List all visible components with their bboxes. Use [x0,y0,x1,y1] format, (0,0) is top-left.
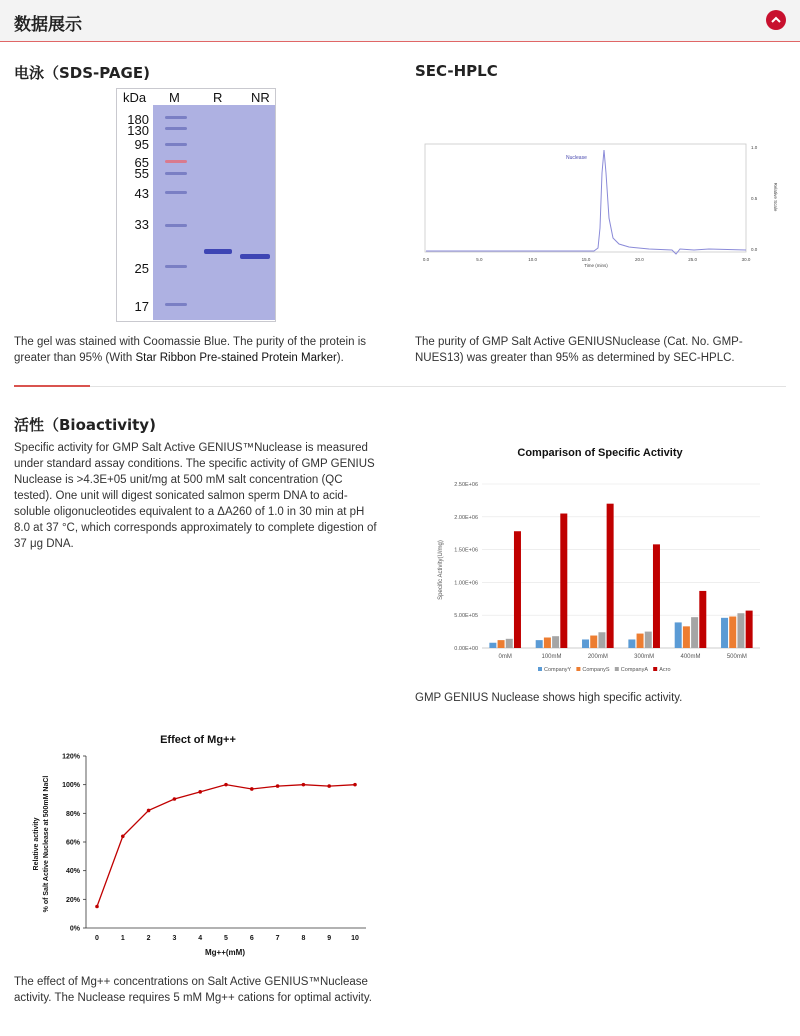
chart2-point [276,784,280,788]
chart2-y-tick: 100% [62,782,80,790]
marker-band [165,160,187,163]
marker-band [165,265,187,268]
bioactivity-title: 活性（Bioactivity) [14,416,156,434]
chart1-legend-swatch [615,667,619,671]
chart1-bar [498,640,505,648]
specific-activity-chart [420,440,780,680]
mg-effect-chart [20,726,380,962]
hplc-peak-label: Nuclease [566,155,587,161]
chart1-bar [628,639,635,648]
chart2-point [121,834,125,838]
chart2-point [173,797,177,801]
chart2-point [198,790,202,794]
marker-band [165,127,187,130]
chart1-bar [582,639,589,648]
chart1-x-tick: 100mM [541,654,562,660]
chart2-y-tick: 20% [65,896,80,904]
chart1-bar [544,638,551,648]
chart2-point [250,787,254,791]
chart2-y-tick: 120% [62,753,80,761]
gel-label-kda: kDa [123,90,147,105]
sds-gel-image [116,88,276,322]
mw-label: 33 [134,217,149,232]
chart1-bar [691,617,698,648]
chart1-y-tick: 0.00E+00 [454,646,478,652]
hplc-x-ticks [423,257,751,262]
chart1-bar [729,617,736,648]
chart2-line [97,785,355,907]
gel-label-reduced: R [213,90,223,105]
chart2-x-tick: 1 [120,935,125,942]
chart2-x-tick: 5 [224,935,228,942]
chart1-legend-swatch [538,667,542,671]
chart2-title: Effect of Mg++ [160,734,236,746]
chart1-legend-label: CompanyA [620,667,649,673]
chart1-legend-label: CompanyY [544,667,572,673]
sds-page-title: 电泳（SDS-PAGE) [14,64,150,82]
hplc-y-tick: 1.0 [751,145,758,150]
mw-label: 180 [127,112,149,127]
marker-band [165,191,187,194]
chart2-point [95,905,99,909]
divider-accent [14,385,90,387]
hplc-x-axis-label: Time (mins) [584,263,608,268]
hplc-x-tick: 30.0 [741,257,751,262]
bioactivity-description: Specific activity for GMP Salt Active GENIUS™Nuclease is measured under standard assay conditions. The specific activity of GMP GENIUS Nuclease is >4.3E+05 unit/mg at 500 mM salt concentration (QC tested). One unit will digest sonicated salmon sperm DNA to acid-soluble oligonucleotides equivalent to a ΔA260 of 1.0 in 30 min at pH 8.0 at 37 °C, which corresponds approximately to complete digestion of 37 μg DNA. [14,442,377,550]
chart1-legend-swatch [576,667,580,671]
chart2-point [302,783,306,787]
hplc-caption: The purity of GMP Salt Active GENIUSNuclease (Cat. No. GMP-NUES13) was greater than 95% as determined by SEC-HPLC. [415,336,743,364]
marker-band [165,116,187,119]
mw-label: 17 [134,299,149,314]
marker-band [165,303,187,306]
chart1-bar [746,611,753,648]
hplc-chromatogram [422,143,778,268]
hplc-x-tick: 15.0 [581,257,591,262]
section-header [0,0,800,42]
chart2-x-tick: 8 [301,935,306,942]
hplc-y-tick: 0.0 [751,247,758,252]
mw-label: 130 [127,123,149,138]
chart1-bar [598,632,605,648]
chart1-title: Comparison of Specific Activity [517,447,683,459]
chart2-point [224,783,228,787]
section-title: 数据展示 [14,15,82,35]
mw-label: 95 [134,137,149,152]
sec-hplc-title: SEC-HPLC [415,62,498,80]
chart2-x-tick: 10 [351,935,359,942]
mw-label: 43 [134,186,149,201]
chart2-x-tick: 9 [327,935,332,942]
chart1-legend-label: Acro [659,667,671,673]
chart1-bar [506,639,513,648]
chart2-point [147,809,151,813]
chart2-y-tick: 60% [65,839,80,847]
chart1-bar [637,634,644,648]
chart1-bar [737,613,744,648]
chart1-bar [653,544,660,648]
chart1-bar [675,622,682,648]
chart1-bar [607,504,614,648]
hplc-x-tick: 10.0 [528,257,538,262]
nonreduced-band [240,254,270,259]
chart1-y-tick: 5.00E+05 [454,613,478,620]
marker-band [165,224,187,227]
chart1-bar [489,643,496,648]
chart1-y-tick: 2.00E+06 [454,514,478,521]
mw-label: 25 [134,261,149,276]
chart2-x-tick: 4 [198,935,203,942]
chart1-legend-swatch [653,667,657,671]
marker-band [165,172,187,175]
chart2-x-tick: 7 [275,935,280,942]
chart2-x-tick: 3 [172,935,177,942]
collapse-button[interactable] [766,10,786,30]
gel-body [153,105,275,320]
chart1-x-tick: 500mM [726,654,747,660]
chart1-caption: GMP GENIUS Nuclease shows high specific activity. [415,692,683,704]
chevron-up-icon [770,15,782,25]
chart2-caption: The effect of Mg++ concentrations on Salt Active GENIUS™Nuclease activity. The Nuclease requires 5 mM Mg++ cations for optimal activity. [14,976,372,1004]
chart1-y-tick: 2.50E+06 [454,482,478,488]
hplc-y-axis-label: Relative Scale [773,182,778,212]
hplc-x-tick: 25.0 [688,257,698,262]
chart1-y-tick: 1.00E+06 [454,580,478,587]
chart1-bar [536,640,543,648]
chart1-bar [721,618,728,648]
chart2-point [353,783,357,787]
chart2-x-tick: 6 [249,935,254,942]
chart1-x-tick: 0mM [498,654,512,660]
chart2-x-tick: 2 [146,935,151,942]
reduced-band [204,249,232,254]
hplc-x-tick: 0.0 [422,257,430,262]
mw-label: 65 [134,155,149,170]
chart2-point [327,784,331,788]
section-divider [14,386,786,387]
gel-label-nonreduced: NR [251,90,270,105]
chart1-y-axis-label: Specific Activity(U/mg) [438,540,444,600]
chart1-bar [514,531,521,648]
marker-band [165,143,187,146]
chart2-y-axis-label-sub: % of Salt Active Nuclease at 500mM NaCl [43,775,50,913]
chart1-bar [552,636,559,648]
hplc-x-tick: 5.0 [476,257,483,262]
chart1-x-tick: 400mM [680,654,701,660]
gel-label-marker: M [169,90,180,105]
chart1-x-tick: 200mM [587,654,608,660]
sds-caption: The gel was stained with Coomassie Blue. The purity of the protein is greater than 95% (With Star Ribbon Pre-stained Protein Marker). [14,336,366,364]
chart1-bar [683,626,690,648]
chart2-x-axis-label: Mg++(mM) [205,948,245,957]
hplc-y-tick: 0.5 [751,196,758,201]
chart2-y-tick: 0% [69,925,80,933]
hplc-x-tick: 20.0 [634,257,644,262]
chart1-bar [699,591,706,648]
chart1-bar [560,514,567,648]
chart1-legend-label: CompanyS [582,667,610,673]
mw-label: 55 [134,166,149,181]
chart1-x-tick: 300mM [634,654,655,660]
hplc-y-ticks [751,145,758,252]
chart2-x-tick: 0 [95,935,99,942]
chart1-y-tick: 1.50E+06 [454,547,478,554]
chart2-y-axis-label: Relative activity [33,817,40,871]
chart1-bar [645,632,652,648]
marker-link[interactable]: Star Ribbon Pre-stained Protein Marker [135,352,337,364]
chart2-y-tick: 80% [65,810,80,818]
chart2-y-tick: 40% [65,868,80,876]
chart1-bar [590,636,597,648]
